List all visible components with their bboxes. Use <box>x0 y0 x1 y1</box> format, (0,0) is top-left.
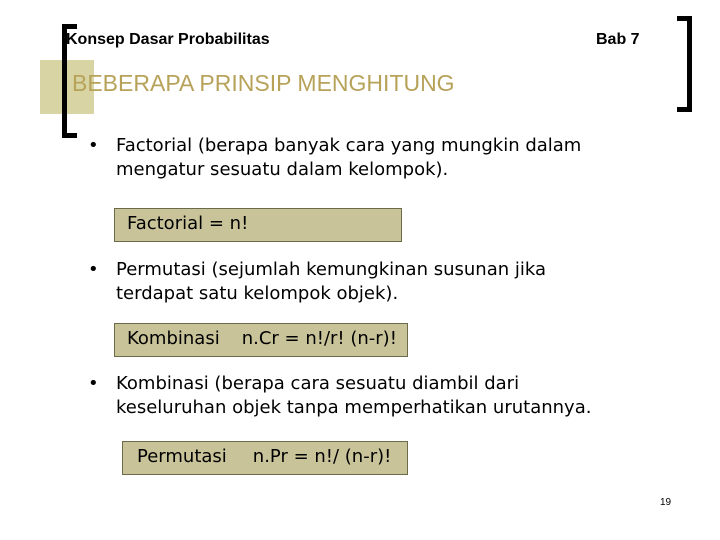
formula-box-factorial <box>114 208 402 242</box>
bullet-permutasi <box>88 258 616 306</box>
bullet-text: Factorial (berapa banyak cara yang mungkin dalam mengatur sesuatu dalam kelompok). <box>116 135 582 180</box>
right-bracket-decoration <box>677 16 692 112</box>
formula-label: Kombinasi <box>127 328 220 349</box>
formula-factorial: Factorial = n! <box>127 213 249 234</box>
bullet-marker: • <box>88 373 99 394</box>
formula-expression: n.Pr = n!/ (n-r)! <box>252 446 392 467</box>
chapter-label: Bab 7 <box>596 31 640 48</box>
slide-title: BEBERAPA PRINSIP MENGHITUNG <box>72 70 455 96</box>
formula-expression: n.Cr = n!/r! (n-r)! <box>241 328 397 349</box>
bullet-marker: • <box>88 259 99 280</box>
bullet-text: Kombinasi (berapa cara sesuatu diambil dari keseluruhan objek tanpa memperhatikan urutannya. <box>116 373 592 418</box>
formula-box-kombinasi <box>114 323 408 357</box>
bullet-kombinasi <box>88 372 616 420</box>
bullet-factorial <box>88 134 616 182</box>
page-number: 19 <box>660 497 672 508</box>
bullet-marker: • <box>88 135 99 156</box>
bullet-text: Permutasi (sejumlah kemungkinan susunan jika terdapat satu kelompok objek). <box>116 259 546 304</box>
header-title: Konsep Dasar Probabilitas <box>66 31 270 48</box>
formula-label: Permutasi <box>137 446 227 467</box>
formula-box-permutasi <box>122 441 408 475</box>
